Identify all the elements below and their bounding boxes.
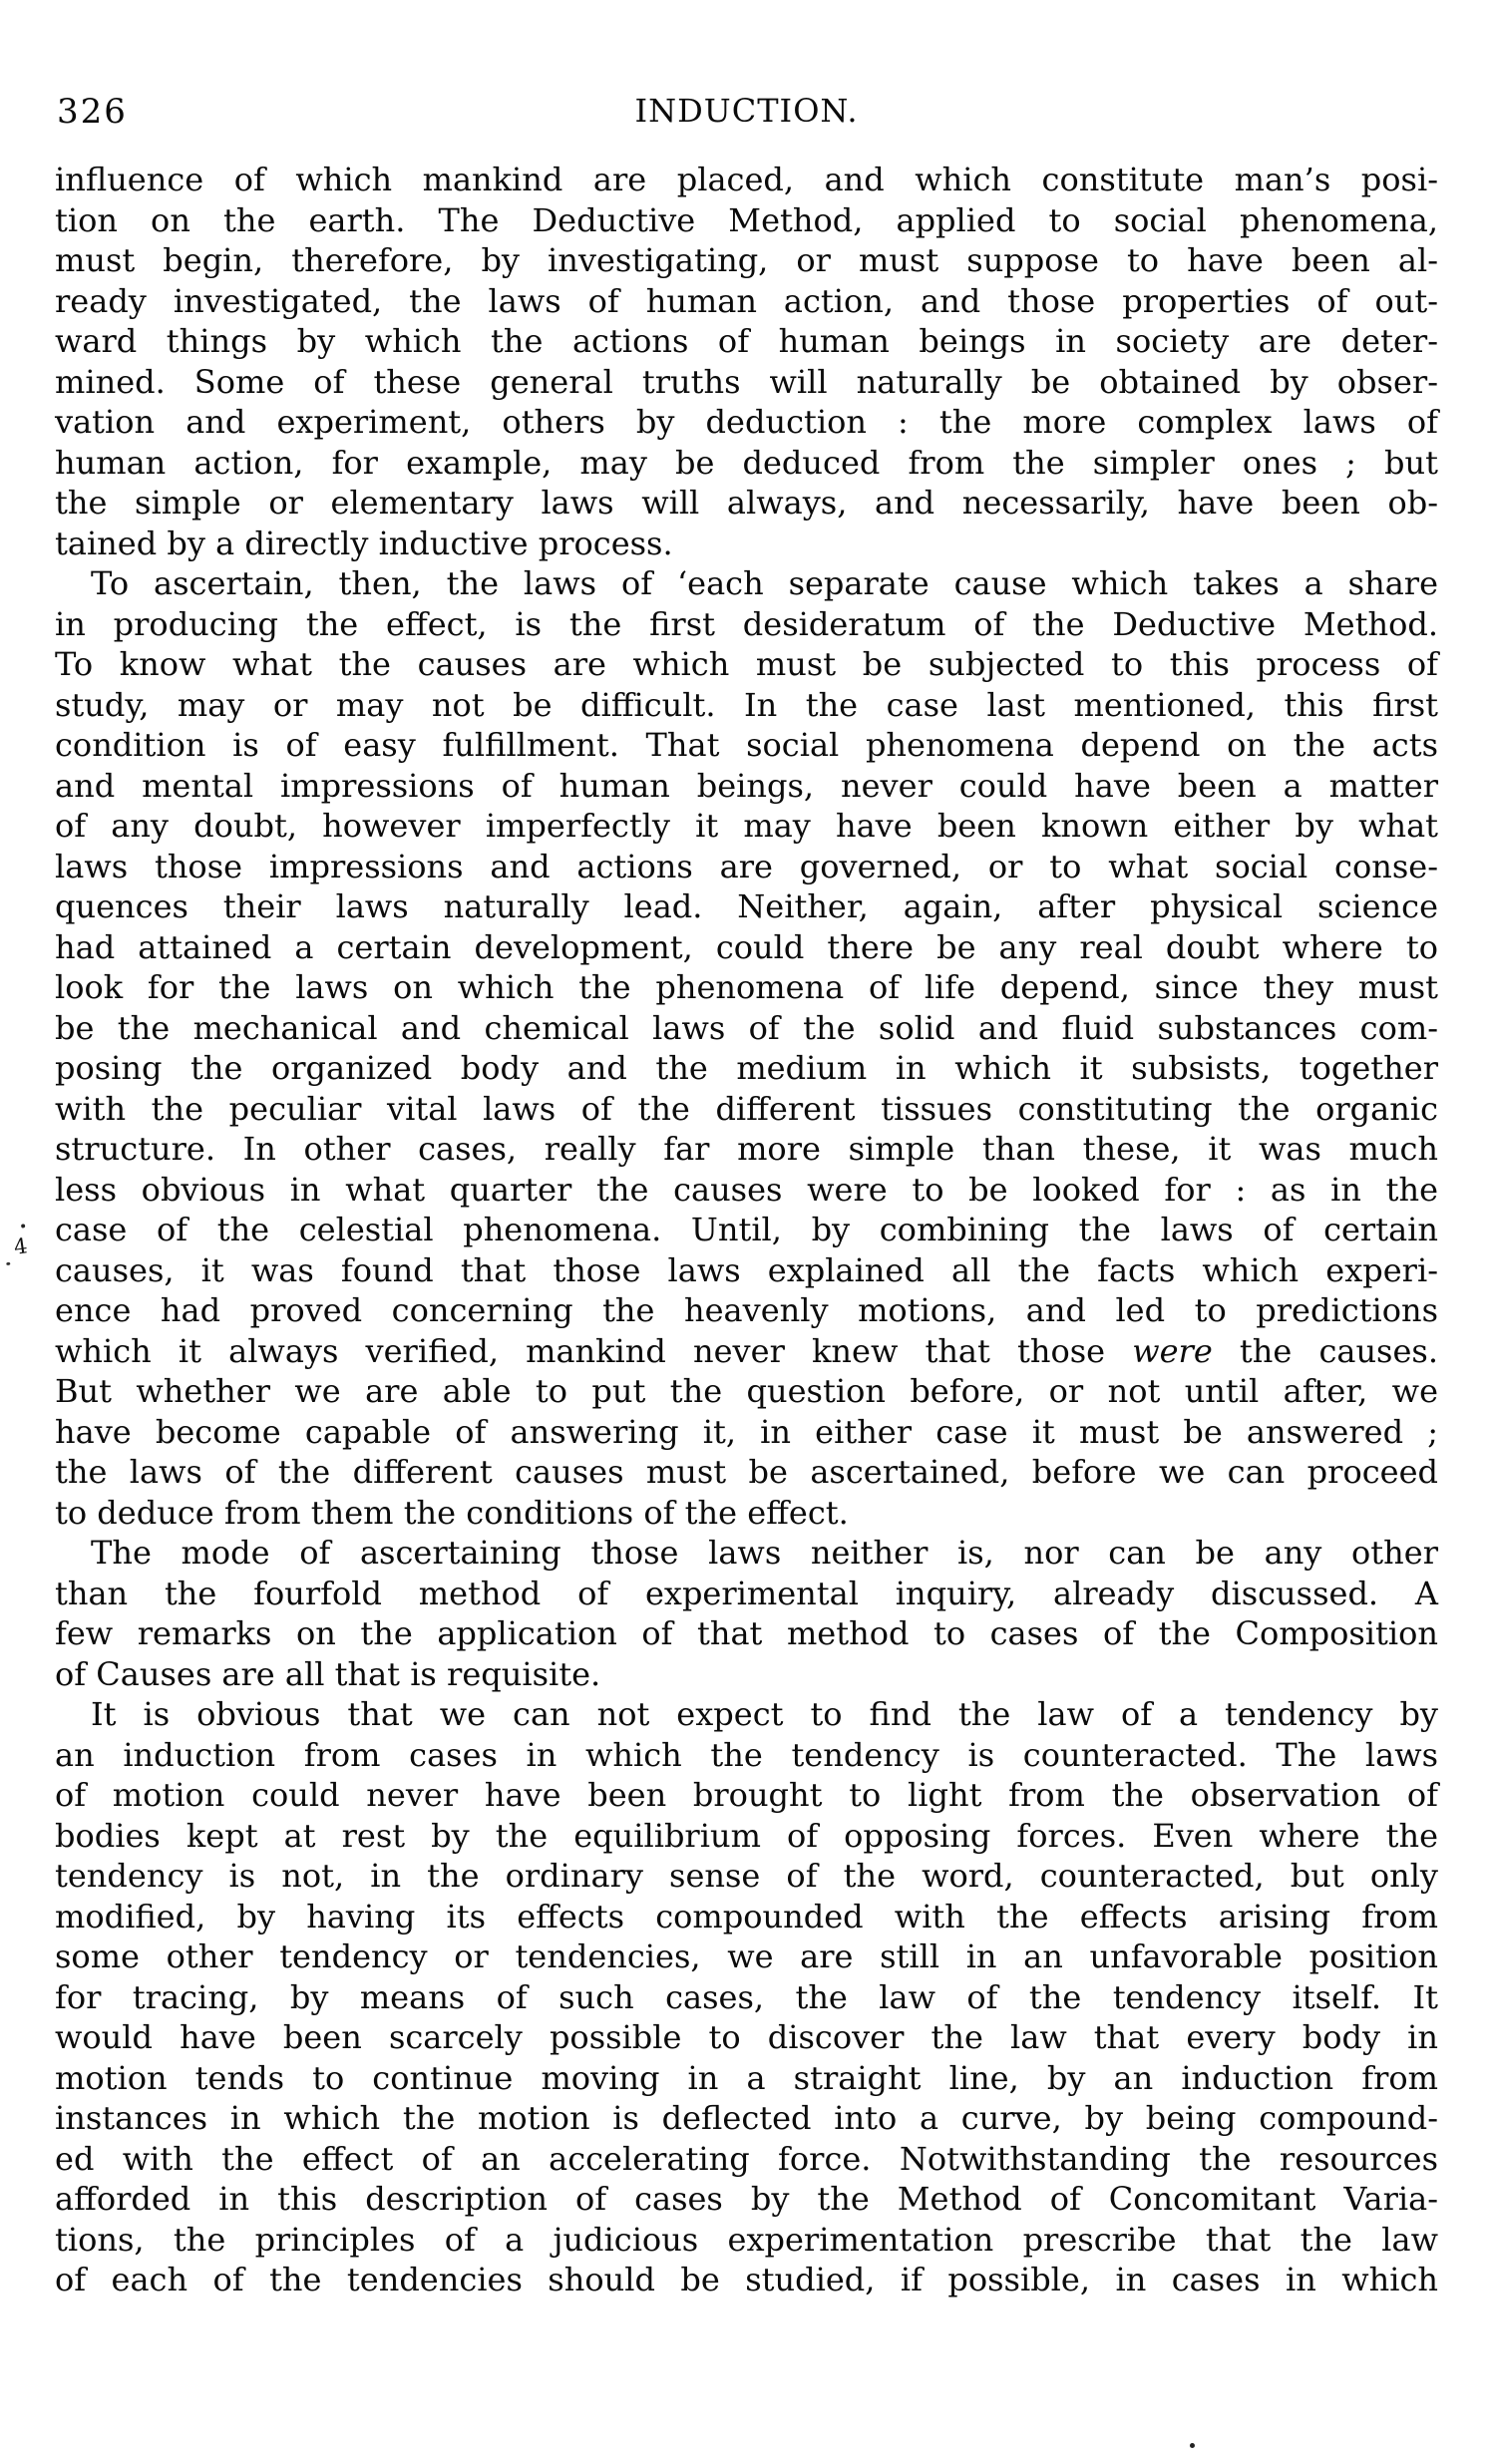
text-line: laws those impressions and actions are governed, or to what social conse- — [55, 847, 1438, 885]
text-line: the laws of the different causes must be ascertained, before we can proceed — [55, 1453, 1438, 1491]
text-line: than the fourfold method of experimental inquiry, already discussed. A — [55, 1574, 1438, 1612]
text-line: with the peculiar vital laws of the different tissues constituting the organic — [55, 1089, 1438, 1128]
text-line: had attained a certain development, could there be any real doubt where to — [55, 927, 1438, 966]
text-line: tion on the earth. The Deductive Method, applied to social phenomena, — [55, 200, 1438, 239]
text-line: condition is of easy fulfillment. That social phenomena depend on the acts — [55, 726, 1438, 764]
text-line: of Causes are all that is requisite. — [55, 1654, 601, 1693]
paragraph — [55, 563, 1438, 1533]
ink-speck — [1190, 2443, 1195, 2448]
text-line: bodies kept at rest by the equilibrium of opposing forces. Even where the — [55, 1816, 1438, 1855]
text-line: tained by a directly inductive process. — [55, 524, 673, 562]
text-line: To ascertain, then, the laws of ‘each separate cause which takes a share — [91, 564, 1438, 602]
text-line: would have been scarcely possible to discover the law that every body in — [55, 2018, 1438, 2056]
text-line: modified, by having its effects compounded with the effects arising from — [55, 1897, 1438, 1936]
text-line: structure. In other cases, really far more simple than these, it was much — [55, 1130, 1438, 1168]
text-line: of each of the tendencies should be studied, if possible, in cases in which — [55, 2261, 1438, 2298]
running-head: INDUCTION. — [634, 92, 859, 130]
text-line: causes, it was found that those laws explained all the facts which experi- — [55, 1250, 1438, 1289]
text-line: tendency is not, in the ordinary sense of the word, counteracted, but only — [55, 1857, 1438, 1895]
text-line: few remarks on the application of that method to cases of the Composition — [55, 1614, 1438, 1652]
text-line: of motion could never have been brought to light from the observation of — [55, 1776, 1438, 1814]
text-line: which it always verified, mankind never knew that those were the causes. — [55, 1331, 1439, 1370]
text-line: But whether we are able to put the question before, or not until after, we — [55, 1372, 1438, 1410]
page-number: 326 — [57, 92, 128, 132]
text-line: study, may or may not be difficult. In the case last mentioned, this first — [55, 685, 1438, 724]
text-line: human action, for example, may be deduced from the simpler ones ; but — [55, 443, 1438, 482]
text-line: The mode of ascertaining those laws neither is, nor can be any other — [91, 1534, 1438, 1572]
text-line: some other tendency or tendencies, we are still in an unfavorable position — [55, 1937, 1438, 1975]
text-line: the simple or elementary laws will always, and necessarily, have been ob- — [55, 484, 1438, 522]
page-header — [55, 92, 1438, 136]
text-line: ed with the effect of an accelerating force. Notwithstanding the resources — [55, 2139, 1438, 2178]
paragraph — [55, 1533, 1438, 1694]
paragraph — [55, 1694, 1438, 2300]
paragraph — [55, 160, 1438, 563]
text-line: motion tends to continue moving in a straight line, by an induction from — [55, 2058, 1438, 2097]
text-line: of any doubt, however imperfectly it may have been known either by what — [55, 807, 1438, 845]
text-line: ence had proved concerning the heavenly motions, and led to predictions — [55, 1291, 1438, 1329]
text-line: and mental impressions of human beings, never could have been a matter — [55, 766, 1438, 805]
text-line: It is obvious that we can not expect to find the law of a tendency by — [91, 1695, 1438, 1733]
text-line: less obvious in what quarter the causes were to be looked for : as in the — [55, 1170, 1438, 1209]
text-line: To know what the causes are which must be subjected to this process of — [55, 645, 1438, 683]
text-line: mined. Some of these general truths will naturally be obtained by obser- — [55, 362, 1438, 401]
text-line: afforded in this description of cases by the Method of Concomitant Varia- — [55, 2180, 1438, 2218]
margin-ink-mark: 4 — [12, 1233, 29, 1259]
text-line: must begin, therefore, by investigating, or must suppose to have been al- — [55, 241, 1438, 279]
text-line: in producing the effect, is the first desideratum of the Deductive Method. — [55, 604, 1438, 643]
text-line: to deduce from them the conditions of the effect. — [55, 1493, 849, 1532]
text-line: quences their laws naturally lead. Neither, again, after physical science — [55, 887, 1438, 925]
text-line: ward things by which the actions of human beings in society are deter- — [55, 322, 1438, 360]
text-line: look for the laws on which the phenomena of life depend, since they must — [55, 968, 1438, 1006]
text-line: influence of which mankind are placed, and which constitute man’s posi- — [55, 161, 1438, 198]
text-line: vation and experiment, others by deduction : the more complex laws of — [55, 403, 1438, 441]
text-line: case of the celestial phenomena. Until, by combining the laws of certain — [55, 1211, 1438, 1248]
text-block — [55, 160, 1438, 2300]
text-line: ready investigated, the laws of human action, and those properties of out- — [55, 281, 1438, 320]
text-line: be the mechanical and chemical laws of the solid and fluid substances com- — [55, 1008, 1438, 1047]
text-line: posing the organized body and the medium in which it subsists, together — [55, 1049, 1438, 1087]
text-line: have become capable of answering it, in either case it must be answered ; — [55, 1412, 1438, 1451]
text-line: an induction from cases in which the tendency is counteracted. The laws — [55, 1735, 1438, 1774]
text-line: for tracing, by means of such cases, the law of the tendency itself. It — [55, 1977, 1438, 2016]
text-line: instances in which the motion is deflected into a curve, by being compound- — [55, 2099, 1438, 2137]
text-line: tions, the principles of a judicious experimentation prescribe that the law — [55, 2220, 1438, 2259]
